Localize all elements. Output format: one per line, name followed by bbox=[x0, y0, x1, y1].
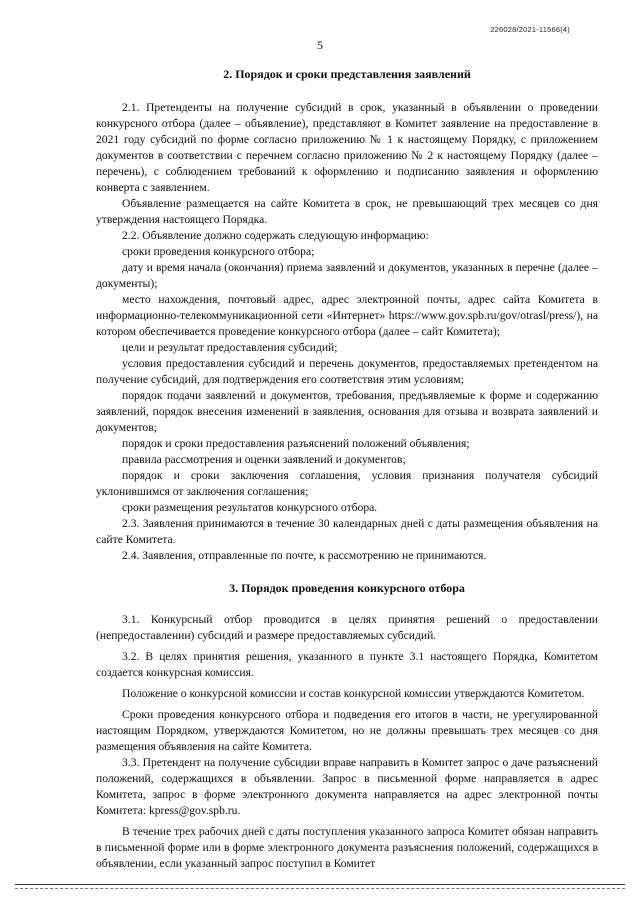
paragraph-response-deadline: В течение трех рабочих дней с даты поступления указанного запроса Комитет обязан направить в письменной форме или в форме электронного документа разъяснения положений, содержащихся в объявлении, если указанный запрос поступил в Комитет bbox=[96, 825, 598, 870]
page-bottom-edge bbox=[15, 884, 625, 885]
paragraph-2-3: 2.3. Заявления принимаются в течение 30 календарных дней с даты размещения объявления на сайте Комитета. bbox=[96, 517, 598, 546]
list-item: дату и время начала (окончания) приема заявлений и документов, указанных в перечне (далее – документы); bbox=[96, 261, 598, 290]
paragraph-selection-timing: Сроки проведения конкурсного отбора и подведения его итогов в части, не урегулированной настоящим Порядком, утверждаются Комитетом, но не должны превышать трех месяцев со дня размещения объявления на сайте Комитета. bbox=[96, 708, 598, 753]
page-bottom-edge-shadow bbox=[15, 888, 625, 889]
section-2-title: 2. Порядок и сроки представления заявлений bbox=[223, 67, 471, 81]
list-item: место нахождения, почтовый адрес, адрес электронной почты, адрес сайта Комитета в информационно-телекоммуникационной сети «Интернет» https://www.gov.spb.ru/gov/otrasl/press/), на котором обеспечивается проведение конкурсного отбора (далее – сайт Комитета); bbox=[96, 293, 598, 338]
section-3-title: 3. Порядок проведения конкурсного отбора bbox=[229, 581, 465, 595]
list-item: сроки проведения конкурсного отбора; bbox=[122, 245, 315, 258]
list-item: порядок подачи заявлений и документов, требования, предъявляемые к форме и содержанию заявлений, порядок внесения изменений в заявления, основания для отзыва и возврата заявлений и документов; bbox=[96, 389, 598, 434]
list-item: правила рассмотрения и оценки заявлений и документов; bbox=[122, 453, 406, 466]
document-registration-number: 226028/2021-11566(4) bbox=[490, 25, 570, 34]
paragraph-2-4: 2.4. Заявления, отправленные по почте, к рассмотрению не принимаются. bbox=[122, 549, 487, 562]
list-item: порядок и сроки заключения соглашения, условия признания получателя субсидий уклонившимся от заключения соглашения; bbox=[96, 469, 598, 498]
paragraph-2-1: 2.1. Претенденты на получение субсидий в срок, указанный в объявлении о проведении конкурсного отбора (далее – объявление), представляют в Комитет заявление на предоставление в 2021 году субсидий по форме согласно приложению № 1 к настоящему Порядку, с приложением документов в соответствии с перечнем согласно приложению № 2 к настоящему Порядку (далее – перечень), с соблюдением требований к оформлению и подписанию заявления и оформлению конверта с заявлением. bbox=[96, 101, 598, 194]
page-number: 5 bbox=[317, 38, 323, 52]
paragraph-3-1: 3.1. Конкурсный отбор проводится в целях принятия решений о предоставлении (непредоставлении) субсидий и размере предоставляемых субсидий. bbox=[96, 613, 598, 642]
list-item: порядок и сроки предоставления разъяснений положений объявления; bbox=[122, 437, 470, 450]
document-body bbox=[96, 66, 598, 872]
paragraph-commission-regulation: Положение о конкурсной комиссии и состав конкурсной комиссии утверждаются Комитетом. bbox=[122, 687, 585, 700]
list-item: сроки размещения результатов конкурсного отбора. bbox=[122, 501, 378, 514]
paragraph-2-2: 2.2. Объявление должно содержать следующую информацию: bbox=[122, 229, 429, 242]
paragraph-3-3: 3.3. Претендент на получение субсидии вправе направить в Комитет запрос о даче разъяснений положений, содержащихся в объявлении. Запрос в письменной форме направляется в адрес Комитета, запрос в форме электронного документа направляется на адрес электронной почты Комитета: kpress@gov.spb.ru. bbox=[96, 756, 598, 817]
list-item: условия предоставления субсидий и перечень документов, предоставляемых претендентом на получение субсидий, для подтверждения его соответствия этим условиям; bbox=[96, 357, 598, 386]
paragraph-announcement-placement: Объявление размещается на сайте Комитета в срок, не превышающий трех месяцев со дня утверждения настоящего Порядка. bbox=[96, 197, 598, 226]
list-item: цели и результат предоставления субсидий; bbox=[122, 341, 338, 354]
paragraph-3-2: 3.2. В целях принятия решения, указанного в пункте 3.1 настоящего Порядка, Комитетом создается конкурсная комиссия. bbox=[96, 650, 598, 679]
